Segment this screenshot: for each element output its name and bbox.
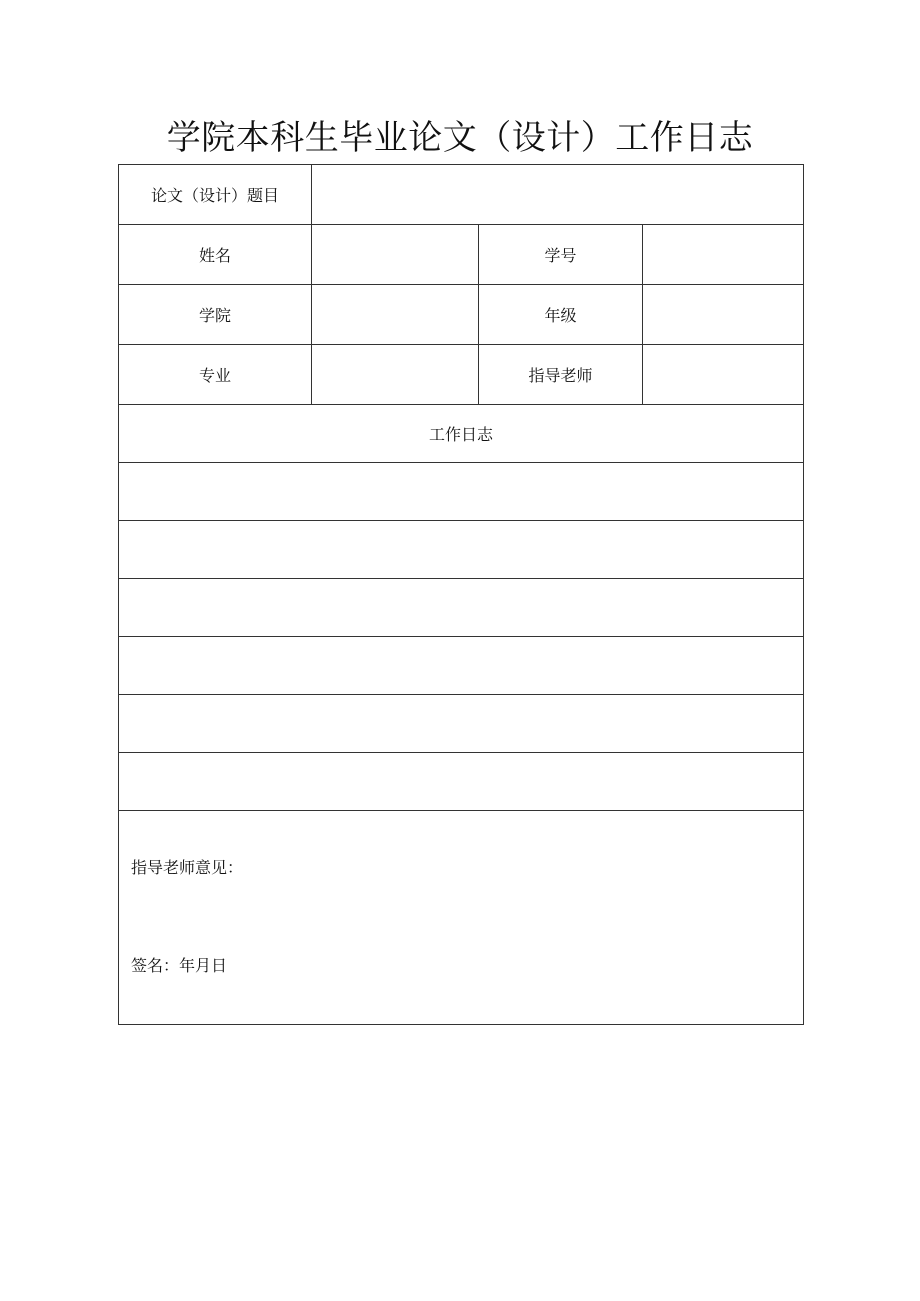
major-label: 专业 <box>119 345 312 405</box>
log-entry-row <box>119 579 804 637</box>
log-entry-row <box>119 463 804 521</box>
name-row <box>119 225 804 285</box>
log-entry-field[interactable] <box>119 753 804 811</box>
college-field[interactable] <box>312 285 479 345</box>
advisor-comment-box[interactable] <box>119 811 804 1025</box>
advisor-comment-row <box>119 811 804 1025</box>
topic-field[interactable] <box>312 165 804 225</box>
work-log-form-table <box>118 164 804 1025</box>
log-entry-row <box>119 695 804 753</box>
log-entry-field[interactable] <box>119 637 804 695</box>
page-title: 学院本科生毕业论文（设计）工作日志 <box>166 118 754 158</box>
college-row <box>119 285 804 345</box>
college-label: 学院 <box>119 285 312 345</box>
work-log-header-row <box>119 405 804 463</box>
log-entry-row <box>119 637 804 695</box>
major-field[interactable] <box>312 345 479 405</box>
log-entry-field[interactable] <box>119 579 804 637</box>
advisor-field[interactable] <box>643 345 804 405</box>
student-id-field[interactable] <box>643 225 804 285</box>
name-label: 姓名 <box>119 225 312 285</box>
topic-row <box>119 165 804 225</box>
log-entry-field[interactable] <box>119 463 804 521</box>
grade-field[interactable] <box>643 285 804 345</box>
student-id-label: 学号 <box>479 225 643 285</box>
grade-label: 年级 <box>479 285 643 345</box>
work-log-header: 工作日志 <box>119 405 804 463</box>
signature-date-line: 签名：年月日 <box>131 956 228 975</box>
advisor-label: 指导老师 <box>479 345 643 405</box>
log-entry-field[interactable] <box>119 695 804 753</box>
log-entry-row <box>119 753 804 811</box>
advisor-comment-label: 指导老师意见： <box>131 858 244 877</box>
major-row <box>119 345 804 405</box>
log-entry-field[interactable] <box>119 521 804 579</box>
name-field[interactable] <box>312 225 479 285</box>
log-entry-row <box>119 521 804 579</box>
topic-label: 论文（设计）题目 <box>119 165 312 225</box>
